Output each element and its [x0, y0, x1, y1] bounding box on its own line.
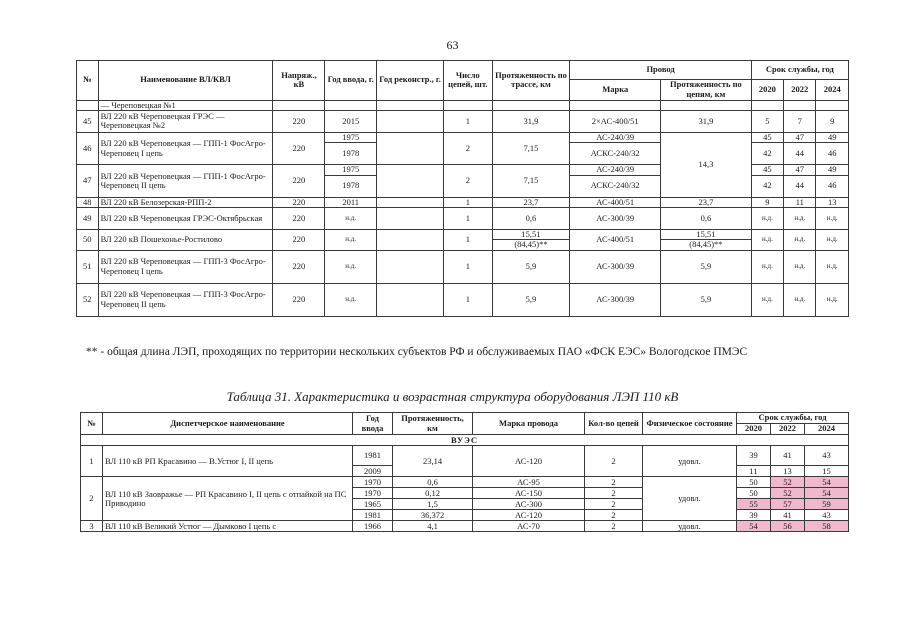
line-name: — Череповецкая №1 — [98, 100, 273, 110]
line-name: ВЛ 110 кВ РП Красавино — В.Устюг I, II цепь — [103, 446, 353, 477]
table-row: 52 ВЛ 220 кВ Череповецкая — ГПП-3 ФосАгро-Череповец II цепь 220 н.д. 1 5,9 АС-300/39 5,9 н.д. н.д. н.д. — [77, 283, 849, 316]
col-year-rec: Год реконстр., г. — [377, 61, 444, 101]
col-year-in: Год ввода, г. — [325, 61, 377, 101]
col-brand: Марка провода — [473, 413, 585, 435]
table-header-row — [81, 413, 849, 424]
col-voltage: Напряж., кВ — [273, 61, 325, 101]
table-row: 1981 36,372 АС-120 2 39 41 43 — [81, 510, 849, 521]
col-state: Физическое состояние — [643, 413, 737, 435]
table-row: 1978 АСКС-240/32 42 44 46 — [77, 143, 849, 165]
line-name: ВЛ 220 кВ Череповецкая — ГПП-3 ФосАгро-Череповец II цепь — [98, 283, 273, 316]
line-name: ВЛ 110 кВ Великий Устюг — Дымково I цепь с — [103, 521, 353, 532]
region-row — [81, 435, 849, 446]
table-row: 1965 1,5 АС-300 2 55 57 59 — [81, 499, 849, 510]
col-2020: 2020 — [737, 424, 771, 435]
table-row: 1 ВЛ 110 кВ РП Красавино — В.Устюг I, II цепь 1981 23,14 АС-120 2 удовл. 39 41 43 — [81, 446, 849, 466]
col-2024: 2024 — [805, 424, 849, 435]
col-group-service: Срок службы, год — [751, 61, 848, 80]
table-row — [77, 100, 849, 110]
col-2024: 2024 — [816, 80, 849, 101]
col-group-wire: Провод — [570, 61, 751, 80]
col-length-route: Протяженность по трассе, км — [492, 61, 570, 101]
table-row: 2 ВЛ 110 кВ Заовражье — РП Красавино I, II цепь с отпайкой на ПС Приводино 1970 0,6 АС-95 2 удовл. 50 52 54 — [81, 477, 849, 488]
table-row: (84,45)** (84,45)** — [77, 240, 849, 250]
line-name: ВЛ 220 кВ Череповецкая — ГПП-1 ФосАгро-Череповец II цепь — [98, 165, 273, 197]
col-group-service: Срок службы, год — [737, 413, 849, 424]
table-row: 50 ВЛ 220 кВ Пошехонье-Ростилово 220 н.д. 1 15,51 АС-400/51 15,51 н.д. н.д. н.д. — [77, 229, 849, 239]
table-row: 2009 11 13 15 — [81, 466, 849, 477]
table-220kv-lines — [76, 60, 849, 317]
col-2022: 2022 — [784, 80, 816, 101]
col-num: № — [81, 413, 103, 435]
table-row: 46 ВЛ 220 кВ Череповецкая — ГПП-1 ФосАгро-Череповец I цепь 220 1975 2 7,15 АС-240/39 14,3 45 47 49 — [77, 132, 849, 142]
line-name: ВЛ 220 кВ Череповецкая — ГПП-1 ФосАгро-Череповец I цепь — [98, 132, 273, 164]
table-row: 1970 0,12 АС-150 2 50 52 54 — [81, 488, 849, 499]
table-row: 49 ВЛ 220 кВ Череповецкая ГРЭС-Октябрьская 220 н.д. 1 0,6 АС-300/39 0,6 н.д. н.д. н.д. — [77, 207, 849, 229]
table-row: 48 ВЛ 220 кВ Белозерская-РПП-2 220 2011 1 23,7 АС-400/51 23,7 9 11 13 — [77, 197, 849, 207]
table-header-row — [77, 61, 849, 80]
col-circuits: Число цепей, шт. — [444, 61, 493, 101]
table-row: 45 ВЛ 220 кВ Череповецкая ГРЭС — Череповецкая №2 220 2015 1 31,9 2×АС-400/51 31,9 5 7 9 — [77, 110, 849, 132]
table-title: Таблица 31. Характеристика и возрастная структура оборудования ЛЭП 110 кВ — [226, 389, 679, 404]
col-length: Протяженность, км — [393, 413, 473, 435]
table-110kv-lines — [80, 412, 849, 532]
col-2020: 2020 — [751, 80, 783, 101]
line-name: ВЛ 220 кВ Череповецкая ГРЭС-Октябрьская — [98, 207, 273, 229]
line-name: ВЛ 220 кВ Череповецкая ГРЭС — Череповецкая №2 — [98, 110, 273, 132]
table-row: 1978 АСКС-240/32 42 44 46 — [77, 175, 849, 197]
line-name: ВЛ 110 кВ Заовражье — РП Красавино I, II цепь с отпайкой на ПС Приводино — [103, 477, 353, 521]
col-name: Наименование ВЛ/КВЛ — [98, 61, 273, 101]
col-year: Год ввода — [353, 413, 393, 435]
page-number: 63 — [446, 38, 459, 52]
region-label: ВУЭС — [81, 435, 849, 446]
col-name: Диспетчерское наименование — [103, 413, 353, 435]
col-circuits: Кол-во цепей — [585, 413, 643, 435]
col-length-chain: Протяженность по цепям, км — [661, 80, 752, 101]
col-brand: Марка — [570, 80, 661, 101]
table-row: 47 ВЛ 220 кВ Череповецкая — ГПП-1 ФосАгро-Череповец II цепь 220 1975 2 7,15 АС-240/39 45 47 49 — [77, 165, 849, 175]
line-name: ВЛ 220 кВ Череповецкая — ГПП-3 ФосАгро-Череповец I цепь — [98, 250, 273, 283]
table-row: 51 ВЛ 220 кВ Череповецкая — ГПП-3 ФосАгро-Череповец I цепь 220 н.д. 1 5,9 АС-300/39 5,9 н.д. н.д. н.д. — [77, 250, 849, 283]
col-2022: 2022 — [771, 424, 805, 435]
table-row: 3 ВЛ 110 кВ Великий Устюг — Дымково I цепь с 1966 4,1 АС-70 2 удовл. 54 56 58 — [81, 521, 849, 532]
col-num: № — [77, 61, 99, 101]
footnote: ** - общая длина ЛЭП, проходящих по территории нескольких субъектов РФ и обслуживаемых ПАО «ФСК ЕЭС» Вологодское ПМЭС — [86, 346, 748, 358]
line-name: ВЛ 220 кВ Белозерская-РПП-2 — [98, 197, 273, 207]
line-name: ВЛ 220 кВ Пошехонье-Ростилово — [98, 229, 273, 250]
